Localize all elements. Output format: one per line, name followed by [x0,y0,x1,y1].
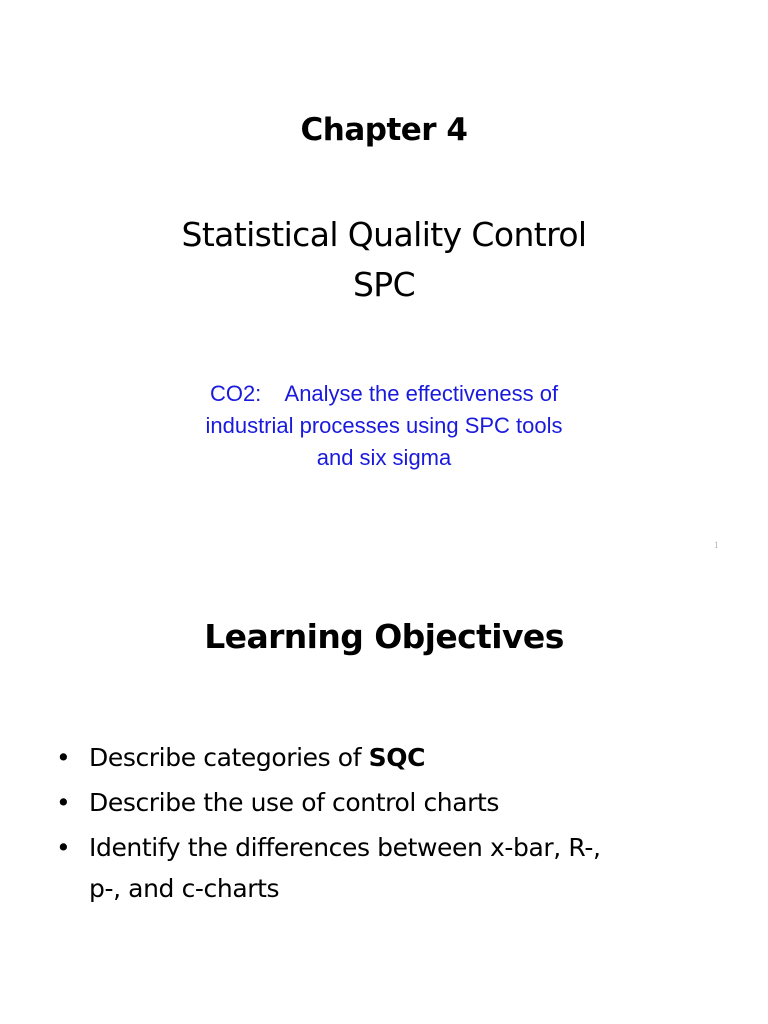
objective-text-bold: SQC [368,743,426,772]
objective-text-line-2: p-, and c-charts [89,874,280,903]
co-line-1: CO2: Analyse the effectiveness of [209,381,559,406]
bullet-icon: • [56,743,71,772]
subtitle-line-2: SPC [352,265,416,304]
subtitle-line-1: Statistical Quality Control [181,215,587,254]
objectives-list [56,735,736,908]
chapter-heading: Chapter 4 [300,112,468,148]
list-item [56,735,736,780]
list-item [56,780,736,825]
objective-text: Describe the use of control charts [89,788,500,817]
chapter-subtitle [0,210,768,310]
bullet-icon: • [56,788,71,817]
course-outcome-statement [0,378,768,474]
co-line-3: and six sigma [316,445,452,470]
objective-text-line-1: Identify the differences between x-bar, R-, [89,833,601,862]
slide-page-number: 1 [714,540,719,550]
list-item [56,825,736,908]
bullet-icon: • [56,833,71,862]
objective-text: Describe categories of [89,743,369,772]
co-line-2: industrial processes using SPC tools [205,413,563,438]
slide-learning-objectives [0,560,768,1024]
objectives-heading: Learning Objectives [204,617,564,656]
